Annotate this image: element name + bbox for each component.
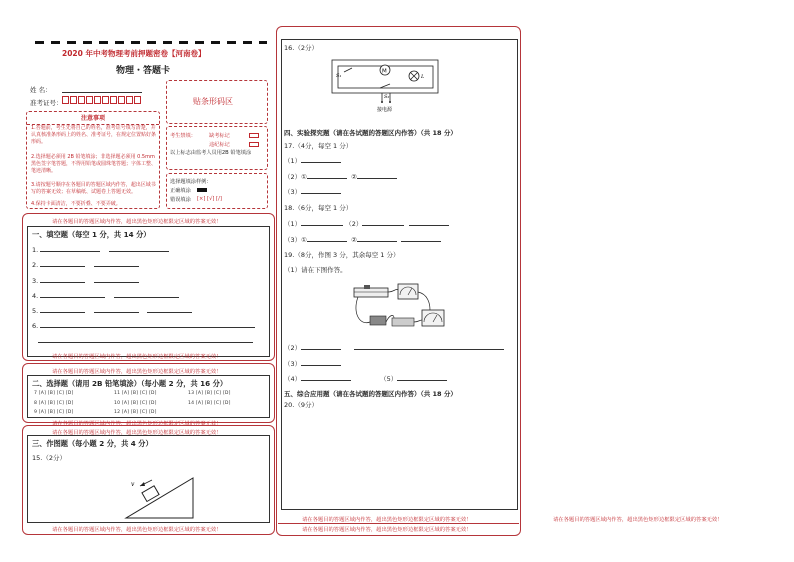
- absent-note: 以上标志由监考人员用2B 铅笔填涂: [170, 150, 252, 156]
- choice-13[interactable]: 13 [A] [B] [C] [D]: [188, 391, 231, 396]
- exam-id-boxes[interactable]: [62, 96, 142, 104]
- q19-line-4[interactable]: （4） （5）: [284, 374, 447, 383]
- fill-line-6b[interactable]: [38, 337, 253, 345]
- q19-label: 19.（8分，作图 3 分，其余每空 1 分）: [284, 251, 400, 259]
- fill-line-1[interactable]: 1.: [32, 246, 169, 254]
- section1-title: 一、填空题（每空 1 分，共 14 分）: [32, 230, 151, 239]
- q19-part1: （1）请在下图作答。: [284, 266, 347, 274]
- name-field[interactable]: [62, 92, 142, 93]
- fill-wrong-samples: [×] [√] [/]: [197, 196, 222, 202]
- section2-box: [27, 375, 270, 418]
- fill-line-5[interactable]: 5.: [32, 307, 192, 315]
- notice-title: 注意事项: [27, 113, 159, 125]
- notice-box: [26, 111, 160, 209]
- violation-mark-checkbox[interactable]: [249, 142, 259, 147]
- q16-label: 16.（2分）: [284, 44, 318, 52]
- fill-correct-label: 正确填涂: [170, 188, 191, 194]
- notice-item-4: 4.保持卡面清洁，不要折叠、不要弄破。: [31, 201, 121, 207]
- fill-line-4[interactable]: 4.: [32, 292, 179, 300]
- notice-item-2: 2.选择题必须用 2B 铅笔填涂；非选择题必须用 0.5mm 黑色签字笔答题，不得用铅笔或圆珠笔答题；字体工整、笔迹清晰。: [31, 154, 157, 175]
- exam-id-label: 准考证号：: [30, 99, 63, 107]
- fill-correct-sample: [197, 188, 207, 192]
- q18-line-2[interactable]: （3）① ②: [284, 235, 441, 244]
- divider: [278, 523, 519, 524]
- q20-label: 20.（9分）: [284, 401, 318, 409]
- warning-text: 请在各题目的答题区域内作答，超出黑色矩形边框限定区域的答案无效！: [52, 421, 222, 427]
- card-subtitle: 物理・答题卡: [116, 66, 171, 76]
- choice-8[interactable]: 8 [A] [B] [C] [D]: [34, 401, 74, 406]
- fill-line-3[interactable]: 3.: [32, 277, 139, 285]
- q17-line-1[interactable]: （1）: [284, 156, 341, 165]
- absent-mark-box: [166, 126, 268, 170]
- q18-line-1[interactable]: （1） （2）: [284, 219, 449, 228]
- absent-mark-label: 缺考标记: [209, 133, 230, 139]
- section3-box: [27, 435, 270, 523]
- section2-title: 二、选择题（请用 2B 铅笔填涂）（每小题 2 分，共 16 分）: [32, 379, 228, 388]
- warning-text: 请在各题目的答题区域内作答，超出黑色矩形边框限定区域的答案无效！: [302, 527, 472, 533]
- power-source-label: 接电源: [377, 107, 393, 113]
- incline-diagram: [118, 466, 228, 521]
- q18-label: 18.（6分，每空 1 分）: [284, 204, 353, 212]
- warning-text: 请在各题目的答题区域内作答，超出黑色矩形边框限定区域的答案无效！: [52, 219, 222, 225]
- experiment-apparatus: [350, 278, 450, 336]
- q19-line-3[interactable]: （3）: [284, 359, 341, 368]
- right-answer-box: [281, 39, 518, 510]
- warning-text: 请在各题目的答题区域内作答，超出黑色矩形边框限定区域的答案无效！: [52, 354, 222, 360]
- q17-line-3[interactable]: （3）: [284, 187, 341, 196]
- warning-text: 请在各题目的答题区域内作答，超出黑色矩形边框限定区域的答案无效！: [302, 517, 472, 523]
- section4-title: 四、实验探究题（请在各试题的答题区内作答）（共 18 分）: [284, 129, 457, 137]
- violation-mark-label: 违纪标记: [209, 142, 230, 148]
- barcode-label: 贴条形码区: [193, 97, 233, 106]
- choice-10[interactable]: 10 [A] [B] [C] [D]: [114, 401, 157, 406]
- motor-label: M: [382, 68, 387, 75]
- exam-title: 2020 年中考物理考前押题密卷【河南卷】: [62, 49, 206, 58]
- warning-text: 请在各题目的答题区域内作答，超出黑色矩形边框限定区域的答案无效！: [52, 430, 222, 436]
- velocity-label: v: [131, 481, 135, 488]
- circuit-diagram: [330, 58, 442, 114]
- section5-title: 五、综合应用题（请在各试题的答题区内作答）（共 18 分）: [284, 390, 457, 398]
- notice-item-1: 1.答题前，考生先将自己的姓名，准考证号填写清楚，并认真核准条形码上的姓名、准考证号，在规定位置贴好条形码。: [31, 125, 157, 146]
- fill-line-6[interactable]: 6.: [32, 322, 255, 330]
- absent-mark-checkbox[interactable]: [249, 133, 259, 138]
- warning-text: 请在各题目的答题区域内作答，超出黑色矩形边框限定区域的答案无效！: [52, 369, 222, 375]
- q19-line-2[interactable]: （2）: [284, 343, 504, 352]
- lamp-label: L: [421, 74, 425, 80]
- choice-14[interactable]: 14 [A] [B] [C] [D]: [188, 401, 231, 406]
- fill-sample-title: 选择题填涂样例：: [170, 179, 212, 185]
- warning-text: 请在各题目的答题区域内作答，超出黑色矩形边框限定区域的答案无效！: [52, 527, 222, 533]
- q15-label: 15.（2分）: [32, 454, 66, 462]
- choice-9[interactable]: 9 [A] [B] [C] [D]: [34, 410, 74, 415]
- fill-wrong-label: 错误填涂: [170, 197, 191, 203]
- switch1-label: S₁: [336, 73, 342, 79]
- fill-sample-box: [166, 173, 268, 209]
- choice-7[interactable]: 7 [A] [B] [C] [D]: [34, 391, 74, 396]
- warning-text: 请在各题目的答题区域内作答，超出黑色矩形边框限定区域的答案无效！: [553, 517, 723, 523]
- fill-line-2[interactable]: 2.: [32, 261, 139, 269]
- section1-box: [27, 226, 270, 357]
- q17-label: 17.（4分，每空 1 分）: [284, 142, 353, 150]
- header-dash-bar: [35, 41, 267, 44]
- section3-title: 三、作图题（每小题 2 分，共 4 分）: [32, 439, 153, 448]
- absent-label: 考生禁填：: [170, 133, 196, 139]
- choice-11[interactable]: 11 [A] [B] [C] [D]: [114, 391, 157, 396]
- barcode-area: [166, 80, 268, 124]
- notice-item-3: 3.请按题号顺序在各题目的答题区域内作答，超出区域书写的答案无效；在草稿纸、试题卷上答题无效。: [31, 182, 156, 196]
- switch2-label: S₂: [384, 94, 390, 100]
- name-label: 姓 名：: [30, 86, 52, 94]
- choice-12[interactable]: 12 [A] [B] [C] [D]: [114, 410, 157, 415]
- q17-line-2[interactable]: （2）① ②: [284, 172, 397, 181]
